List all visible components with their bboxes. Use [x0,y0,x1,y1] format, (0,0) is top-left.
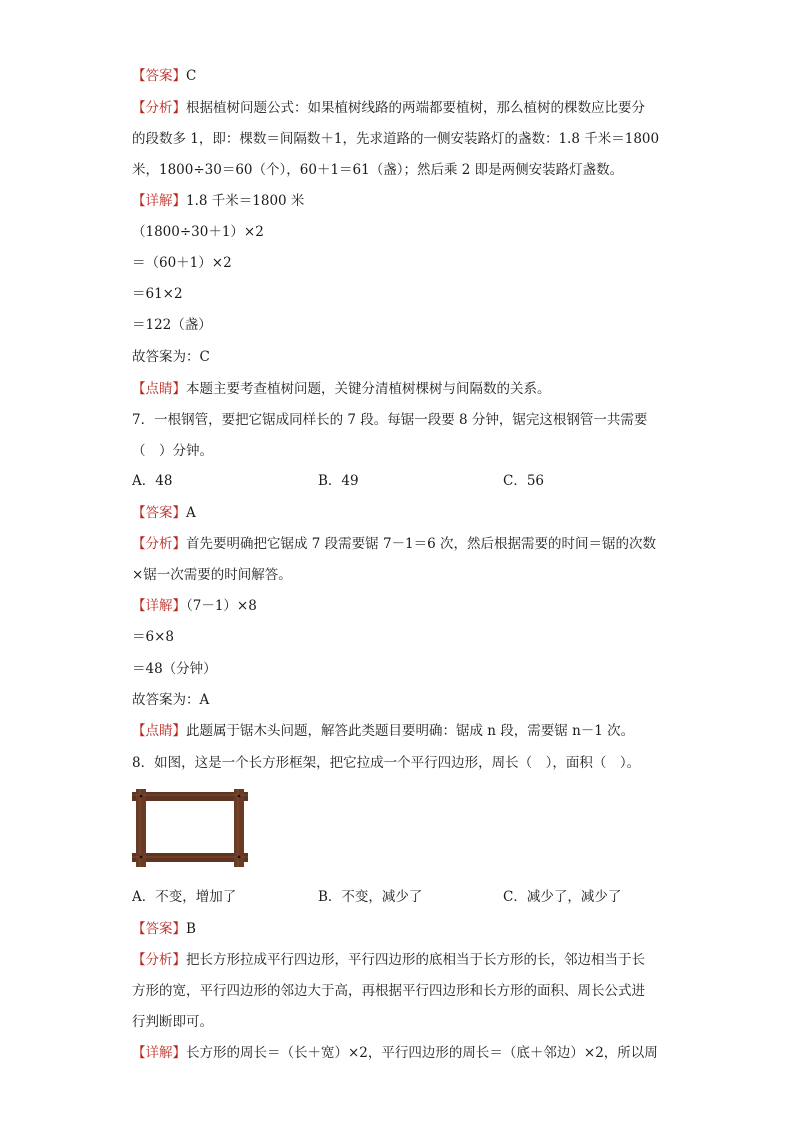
frame-right-bar [234,789,244,867]
q8-option-c: C．减少了，减少了 [503,889,622,905]
frame-top-bar [132,792,248,801]
analysis-7: 【分析】首先要明确把它锯成 7 段需要锯 7－1＝6 次，然后根据需要的时间＝锯的次数 [132,536,657,552]
frame-left-bar [136,789,146,867]
q8-option-b: B．不变，减少了 [318,889,423,905]
comment-6: 【点睛】本题主要考查植树问题，关键分清植树棵树与间隔数的关系。 [132,381,551,397]
analysis-6-line2: 的段数多 1，即：棵数＝间隔数＋1，先求道路的一侧安装路灯的盏数：1.8 千米＝1800 [132,131,660,147]
analysis-8: 【分析】把长方形拉成平行四边形，平行四边形的底相当于长方形的长，邻边相当于长 [132,952,645,968]
question-8: 8．如图，这是一个长方形框架，把它拉成一个平行四边形，周长（ ），面积（ ）。 [132,755,641,771]
conclusion-6: 故答案为：C [132,349,210,365]
answer-7: 【答案】A [132,505,196,521]
detail-7-step2: ＝48（分钟） [132,661,217,677]
detail-8: 【详解】长方形的周长＝（长＋宽）×2，平行四边形的周长＝（底＋邻边）×2，所以周 [132,1045,658,1061]
detail-6-step1: （1800÷30＋1）×2 [132,224,264,240]
analysis-8-line2: 方形的宽，平行四边形的邻边大于高，再根据平行四边形和长方形的面积、周长公式进 [132,983,645,999]
question-7-line2: （ ）分钟。 [132,443,213,459]
detail-7-step1: ＝6×8 [132,629,174,645]
rectangle-frame-image [130,789,250,867]
q8-option-a: A．不变，增加了 [132,889,237,905]
detail-7: 【详解】（7－1）×8 [132,598,257,614]
answer-8: 【答案】B [132,921,196,937]
analysis-8-line3: 行判断即可。 [132,1014,213,1030]
q7-option-c: C．56 [503,473,545,489]
detail-6-step3: ＝61×2 [132,286,183,302]
detail-6: 【详解】1.8 千米＝1800 米 [132,193,305,209]
analysis-7-line2: ×锯一次需要的时间解答。 [132,567,292,583]
q7-option-b: B．49 [318,473,359,489]
detail-6-step2: ＝（60＋1）×2 [132,255,232,271]
comment-7: 【点睛】此题属于锯木头问题，解答此类题目要明确：锯成 n 段，需要锯 n－1 次。 [132,723,635,739]
question-7: 7．一根钢管，要把它锯成同样长的 7 段。每锯一段要 8 分钟，锯完这根钢管一共需要 [132,412,648,428]
q7-option-a: A．48 [132,473,173,489]
detail-6-step4: ＝122（盏） [132,317,212,333]
analysis-6-line3: 米，1800÷30＝60（个），60＋1＝61（盏）；然后乘 2 即是两侧安装路灯盏数。 [132,162,624,178]
answer-6: 【答案】C [132,68,197,84]
analysis-6: 【分析】根据植树问题公式：如果植树线路的两端都要植树，那么植树的棵数应比要分 [132,100,645,116]
conclusion-7: 故答案为：A [132,692,210,708]
